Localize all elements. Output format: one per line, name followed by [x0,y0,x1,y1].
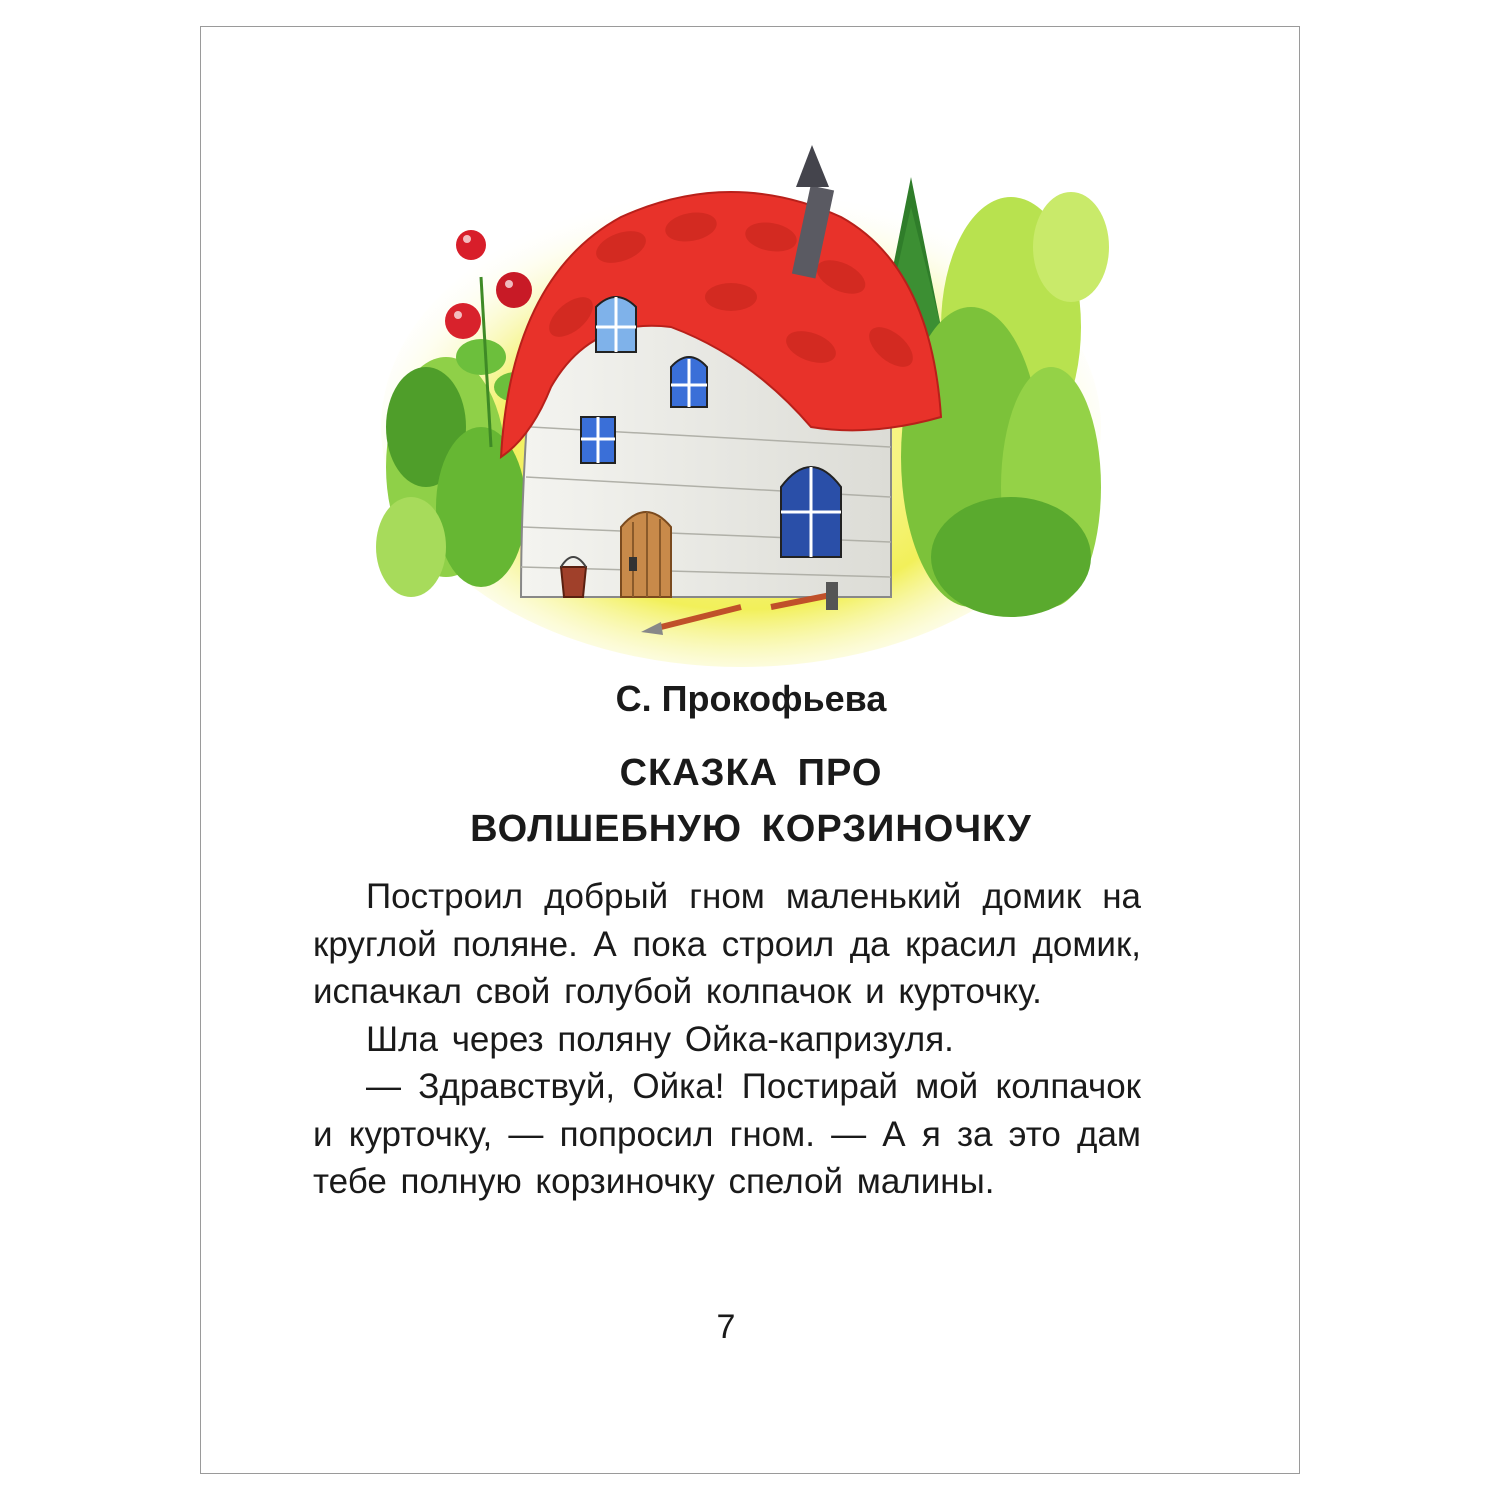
story-paragraph: Построил добрый гном маленький домик на круглой поляне. А пока строил да красил домик, испачкал свой голубой колпачок и курточку. [313,877,1141,1011]
title-line: ВОЛШЕБНУЮ КОРЗИНОЧКУ [470,808,1032,850]
author-name: С. Прокофьева [615,678,887,719]
page-number: 7 [716,1308,736,1346]
story-paragraph: — Здравствуй, Ойка! Постирай мой колпачок и курточку, — попросил гном. — А я за это дам тебе полную корзиночку спелой малины. [313,1067,1141,1201]
story-title [201,745,1301,857]
story-paragraph: Шла через поляну Ойка-капризуля. [366,1019,954,1059]
book-page [200,26,1300,1474]
gnome-house-illustration [371,127,1111,667]
title-line: СКАЗКА ПРО [619,752,883,794]
story-text [313,873,1141,1206]
house-door [621,512,671,597]
